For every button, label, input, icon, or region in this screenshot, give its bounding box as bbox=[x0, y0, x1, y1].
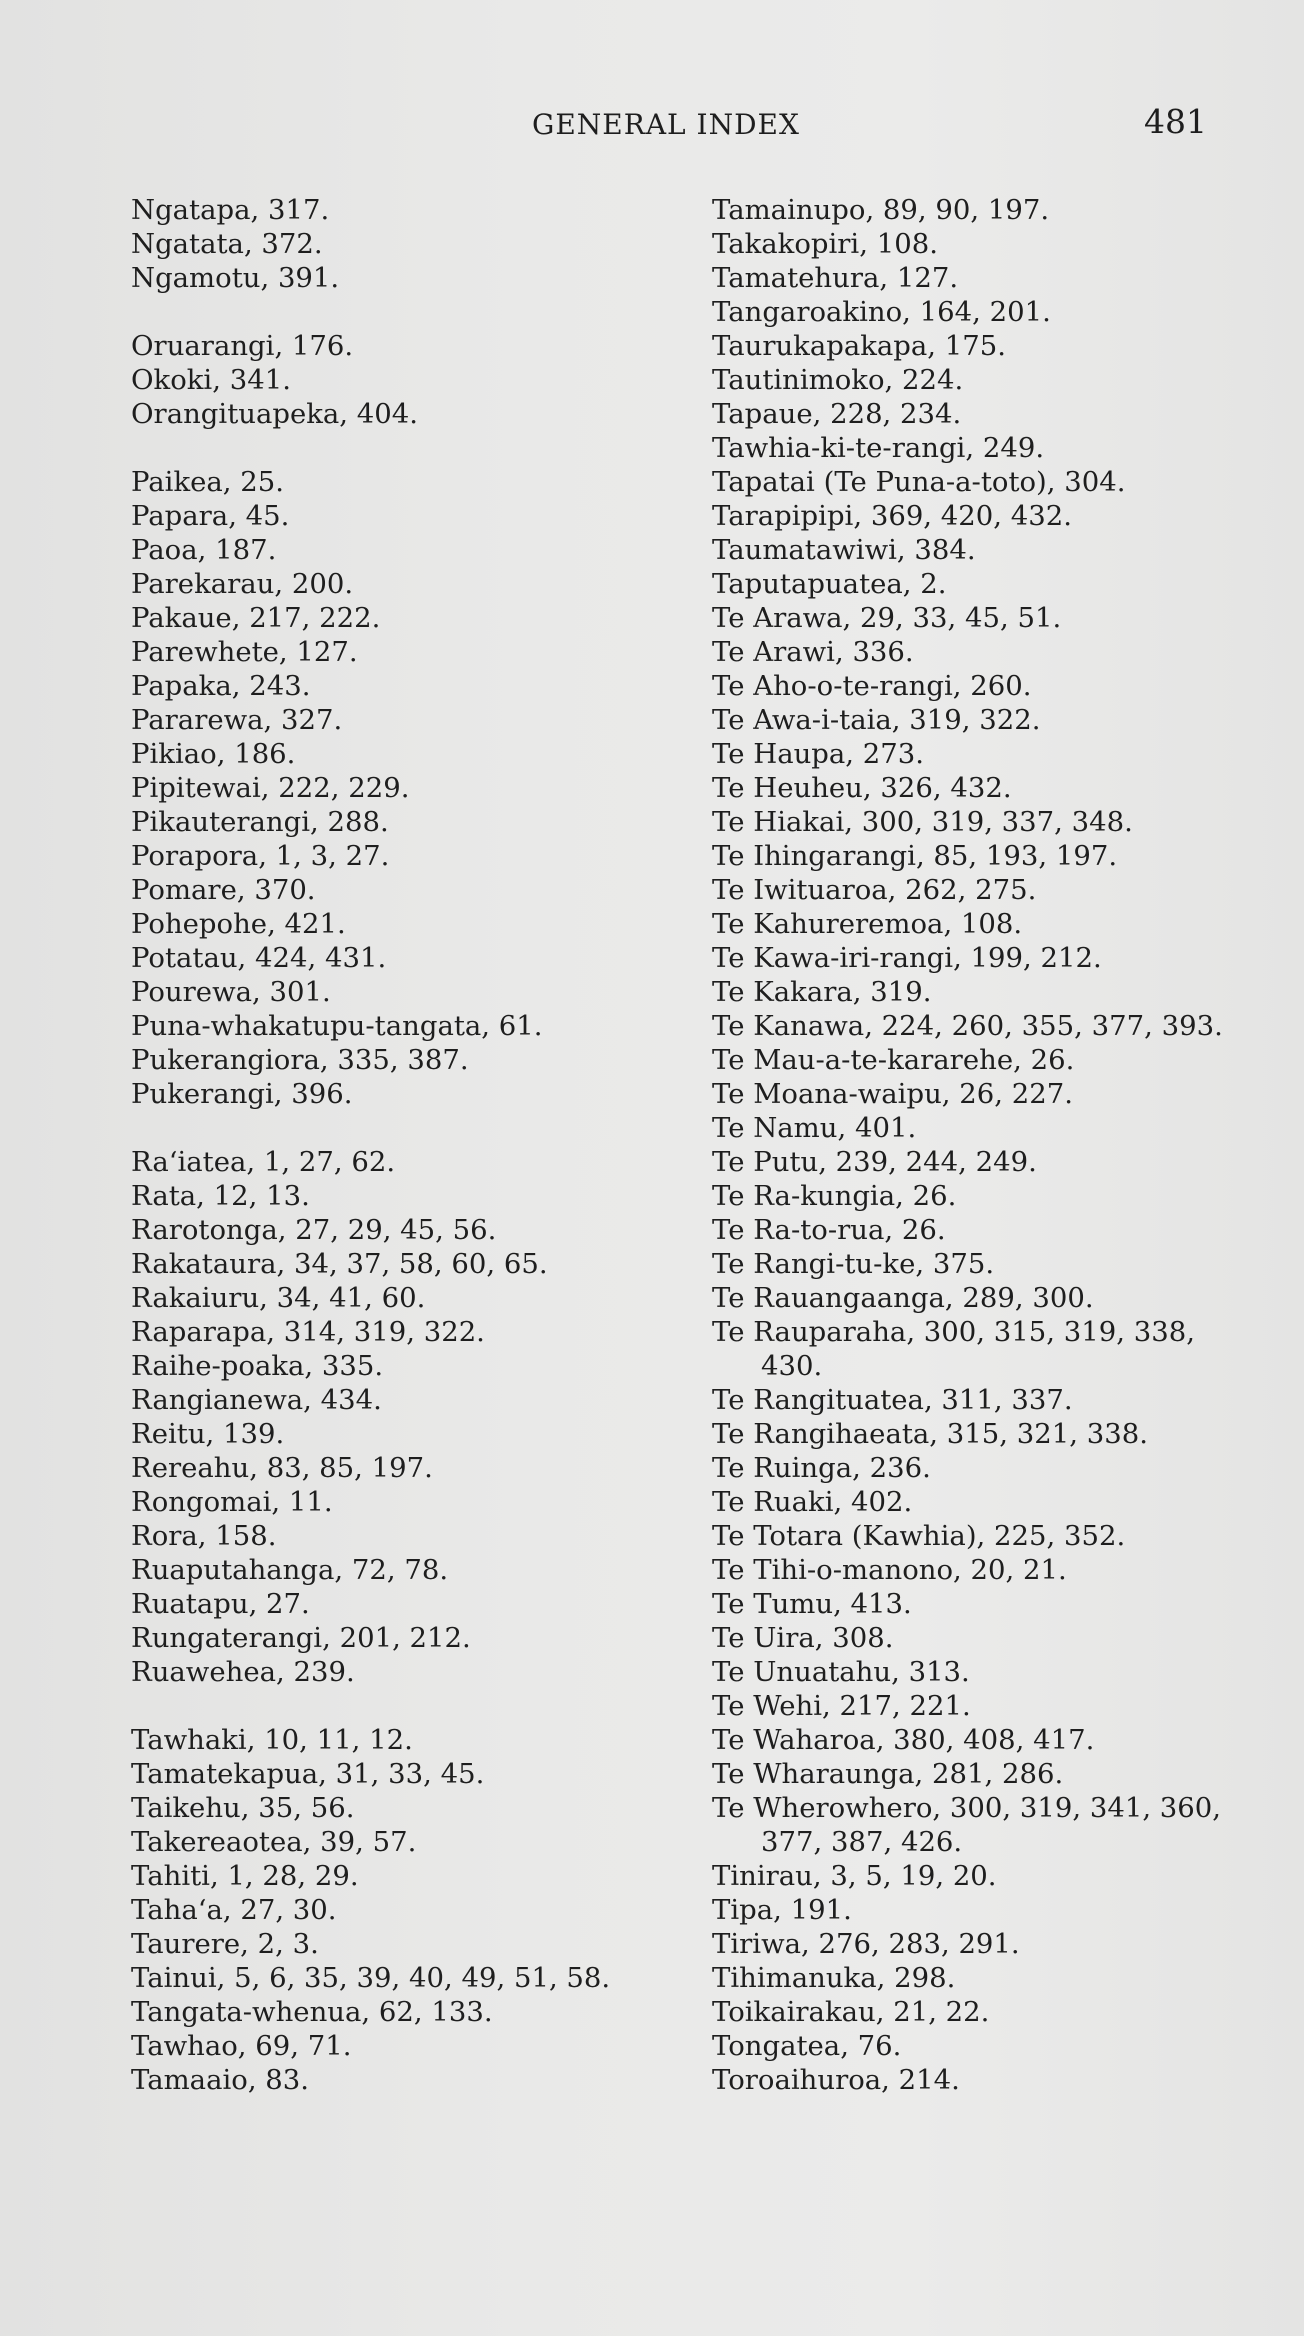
index-entry: Reitu, 139. bbox=[131, 1418, 285, 1450]
index-entry: Te Moana-waipu, 26, 227. bbox=[712, 1078, 1073, 1110]
index-entry: Tamatehura, 127. bbox=[712, 262, 959, 294]
index-entry: Tihimanuka, 298. bbox=[712, 1962, 956, 1994]
index-entry: Puna-whakatupu-tangata, 61. bbox=[131, 1010, 543, 1042]
index-entry: Ngamotu, 391. bbox=[131, 262, 340, 294]
index-entry: Tangata-whenua, 62, 133. bbox=[131, 1996, 493, 2028]
index-entry: Potatau, 424, 431. bbox=[131, 942, 387, 974]
index-entry: Te Arawi, 336. bbox=[712, 636, 914, 668]
index-entry: Te Uira, 308. bbox=[712, 1622, 894, 1654]
index-entry: Papara, 45. bbox=[131, 500, 290, 532]
index-entry: Te Ruinga, 236. bbox=[712, 1452, 931, 1484]
index-entry: Ngatata, 372. bbox=[131, 228, 323, 260]
index-entry: Pomare, 370. bbox=[131, 874, 316, 906]
index-entry: Takereaotea, 39, 57. bbox=[131, 1826, 417, 1858]
page-number: 481 bbox=[1144, 102, 1207, 141]
index-entry: Taputapuatea, 2. bbox=[712, 568, 947, 600]
index-entry: Tinirau, 3, 5, 19, 20. bbox=[712, 1860, 997, 1892]
index-entry: Pipitewai, 222, 229. bbox=[131, 772, 410, 804]
index-entry: Pikiao, 186. bbox=[131, 738, 296, 770]
index-entry: Rungaterangi, 201, 212. bbox=[131, 1622, 471, 1654]
index-entry: Rakataura, 34, 37, 58, 60, 65. bbox=[131, 1248, 548, 1280]
index-entry: Te Ihingarangi, 85, 193, 197. bbox=[712, 840, 1118, 872]
index-entry: Rongomai, 11. bbox=[131, 1486, 333, 1518]
index-entry: Rakaiuru, 34, 41, 60. bbox=[131, 1282, 426, 1314]
index-entry: Te Mau-a-te-kararehe, 26. bbox=[712, 1044, 1075, 1076]
index-entry-continuation: 430. bbox=[761, 1350, 823, 1382]
index-entry: Pararewa, 327. bbox=[131, 704, 343, 736]
index-entry: Te Namu, 401. bbox=[712, 1112, 917, 1144]
index-entry: Tangaroakino, 164, 201. bbox=[712, 296, 1051, 328]
section-gap bbox=[131, 1111, 691, 1145]
index-entry: Toroaihuroa, 214. bbox=[712, 2064, 960, 2096]
index-entry: Okoki, 341. bbox=[131, 364, 291, 396]
index-entry: Te Kawa-iri-rangi, 199, 212. bbox=[712, 942, 1102, 974]
index-entry: Oruarangi, 176. bbox=[131, 330, 354, 362]
index-entry: Te Wharaunga, 281, 286. bbox=[712, 1758, 1064, 1790]
index-entry: Te Kakara, 319. bbox=[712, 976, 932, 1008]
index-entry: Parekarau, 200. bbox=[131, 568, 354, 600]
index-entry: Pikauterangi, 288. bbox=[131, 806, 389, 838]
index-entry: Takakopiri, 108. bbox=[712, 228, 938, 260]
section-gap bbox=[131, 1689, 691, 1723]
index-entry: Pukerangi, 396. bbox=[131, 1078, 353, 1110]
index-entry: Te Ra-kungia, 26. bbox=[712, 1180, 957, 1212]
index-entry: Tapaue, 228, 234. bbox=[712, 398, 962, 430]
index-entry: Te Tumu, 413. bbox=[712, 1588, 912, 1620]
index-entry: Pukerangiora, 335, 387. bbox=[131, 1044, 469, 1076]
section-gap bbox=[131, 431, 691, 465]
index-entry: Rangianewa, 434. bbox=[131, 1384, 382, 1416]
index-entry: Rata, 12, 13. bbox=[131, 1180, 310, 1212]
index-entry: Paikea, 25. bbox=[131, 466, 285, 498]
index-entry: Te Wherowhero, 300, 319, 341, 360, bbox=[712, 1792, 1222, 1824]
index-entry: Taurukapakapa, 175. bbox=[712, 330, 1007, 362]
index-entry-continuation: 377, 387, 426. bbox=[761, 1826, 963, 1858]
index-entry: Taumatawiwi, 384. bbox=[712, 534, 976, 566]
index-entry: Te Unuatahu, 313. bbox=[712, 1656, 970, 1688]
index-entry: Papaka, 243. bbox=[131, 670, 311, 702]
index-entry: Tawhaki, 10, 11, 12. bbox=[131, 1724, 413, 1756]
index-entry: Te Putu, 239, 244, 249. bbox=[712, 1146, 1037, 1178]
index-entry: Tamaaio, 83. bbox=[131, 2064, 310, 2096]
index-entry: Te Waharoa, 380, 408, 417. bbox=[712, 1724, 1095, 1756]
index-entry: Te Arawa, 29, 33, 45, 51. bbox=[712, 602, 1062, 634]
index-entry: Te Ruaki, 402. bbox=[712, 1486, 913, 1518]
index-entry: Ruawehea, 239. bbox=[131, 1656, 355, 1688]
index-entry: Te Kahureremoa, 108. bbox=[712, 908, 1023, 940]
index-entry: Te Aho-o-te-rangi, 260. bbox=[712, 670, 1032, 702]
index-entry: Te Tihi-o-manono, 20, 21. bbox=[712, 1554, 1067, 1586]
index-entry: Te Rangi-tu-ke, 375. bbox=[712, 1248, 995, 1280]
index-column-left bbox=[131, 193, 691, 2097]
index-entry: Tipa, 191. bbox=[712, 1894, 852, 1926]
index-entry: Tautinimoko, 224. bbox=[712, 364, 964, 396]
index-entry: Te Wehi, 217, 221. bbox=[712, 1690, 971, 1722]
index-entry: Ruatapu, 27. bbox=[131, 1588, 310, 1620]
index-entry: Tawhia-ki-te-rangi, 249. bbox=[712, 432, 1045, 464]
index-entry: Te Hiakai, 300, 319, 337, 348. bbox=[712, 806, 1133, 838]
index-entry: Ngatapa, 317. bbox=[131, 194, 330, 226]
index-entry: Porapora, 1, 3, 27. bbox=[131, 840, 390, 872]
index-entry: Taikehu, 35, 56. bbox=[131, 1792, 355, 1824]
index-entry: Taha‘a, 27, 30. bbox=[131, 1894, 337, 1926]
index-entry: Tawhao, 69, 71. bbox=[131, 2030, 352, 2062]
index-entry: Tainui, 5, 6, 35, 39, 40, 49, 51, 58. bbox=[131, 1962, 611, 1994]
running-head: GENERAL INDEX bbox=[532, 108, 800, 141]
index-entry: Tongatea, 76. bbox=[712, 2030, 902, 2062]
index-entry: Te Haupa, 273. bbox=[712, 738, 925, 770]
index-entry: Tapatai (Te Puna-a-toto), 304. bbox=[712, 466, 1126, 498]
index-entry: Te Ra-to-rua, 26. bbox=[712, 1214, 946, 1246]
index-entry: Te Awa-i-taia, 319, 322. bbox=[712, 704, 1041, 736]
index-entry: Tiriwa, 276, 283, 291. bbox=[712, 1928, 1020, 1960]
index-entry: Te Rauparaha, 300, 315, 319, 338, bbox=[712, 1316, 1195, 1348]
index-entry: Pohepohe, 421. bbox=[131, 908, 346, 940]
index-entry: Te Iwituaroa, 262, 275. bbox=[712, 874, 1037, 906]
index-entry: Toikairakau, 21, 22. bbox=[712, 1996, 990, 2028]
index-entry: Rora, 158. bbox=[131, 1520, 277, 1552]
index-entry: Parewhete, 127. bbox=[131, 636, 358, 668]
index-entry: Tamatekapua, 31, 33, 45. bbox=[131, 1758, 485, 1790]
index-entry: Taurere, 2, 3. bbox=[131, 1928, 319, 1960]
index-entry: Rereahu, 83, 85, 197. bbox=[131, 1452, 433, 1484]
index-entry: Tamainupo, 89, 90, 197. bbox=[712, 194, 1050, 226]
index-entry: Te Rangituatea, 311, 337. bbox=[712, 1384, 1073, 1416]
index-entry: Te Rangihaeata, 315, 321, 338. bbox=[712, 1418, 1148, 1450]
section-gap bbox=[131, 295, 691, 329]
index-entry: Tarapipipi, 369, 420, 432. bbox=[712, 500, 1072, 532]
index-entry: Orangituapeka, 404. bbox=[131, 398, 419, 430]
index-entry: Rarotonga, 27, 29, 45, 56. bbox=[131, 1214, 497, 1246]
index-entry: Raihe-poaka, 335. bbox=[131, 1350, 384, 1382]
index-entry: Te Heuheu, 326, 432. bbox=[712, 772, 1012, 804]
index-entry: Pakaue, 217, 222. bbox=[131, 602, 381, 634]
index-entry: Te Kanawa, 224, 260, 355, 377, 393. bbox=[712, 1010, 1223, 1042]
index-entry: Paoa, 187. bbox=[131, 534, 277, 566]
index-entry: Te Rauangaanga, 289, 300. bbox=[712, 1282, 1094, 1314]
index-entry: Ruaputahanga, 72, 78. bbox=[131, 1554, 449, 1586]
index-entry: Pourewa, 301. bbox=[131, 976, 331, 1008]
index-entry: Raparapa, 314, 319, 322. bbox=[131, 1316, 485, 1348]
index-column-right bbox=[712, 193, 1272, 2097]
index-entry: Te Totara (Kawhia), 225, 352. bbox=[712, 1520, 1126, 1552]
index-entry: Tahiti, 1, 28, 29. bbox=[131, 1860, 359, 1892]
index-entry: Ra‘iatea, 1, 27, 62. bbox=[131, 1146, 396, 1178]
